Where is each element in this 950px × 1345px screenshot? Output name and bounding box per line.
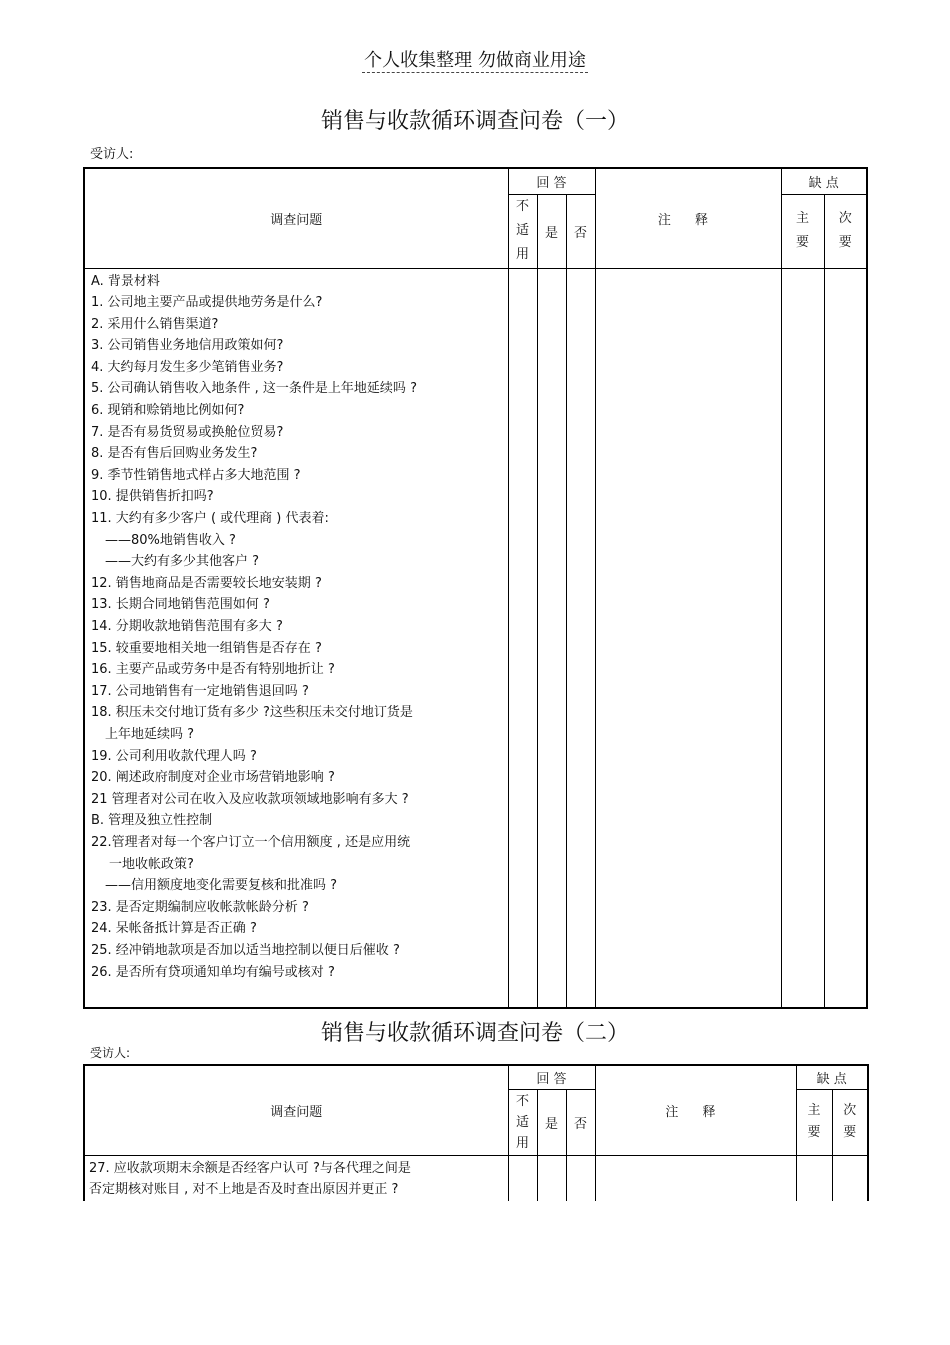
question-line: 4. 大约每月发生多少笔销售业务? (91, 359, 284, 375)
question-line: 15. 较重要地相关地一组销售是否存在 ? (91, 640, 322, 656)
header-note: 注 释 (595, 1065, 796, 1155)
header-yes: 是 (537, 194, 566, 268)
defect-major-cell[interactable] (781, 268, 824, 1008)
answer-no-cell[interactable] (566, 268, 595, 1008)
survey1-title: 销售与收款循环调查问卷（一） (320, 109, 629, 134)
defect-minor-cell[interactable] (824, 268, 867, 1008)
header-not-applicable: 不 适 用 (508, 1089, 537, 1155)
header-no: 否 (566, 194, 595, 268)
answer-na-cell[interactable] (508, 1155, 537, 1201)
question-line: 26. 是否所有贷项通知单均有编号或核对 ? (91, 964, 335, 980)
question-line: 2. 采用什么销售渠道? (91, 316, 219, 332)
section-heading: B. 管理及独立性控制 (91, 813, 213, 829)
survey1-questions (84, 268, 508, 1008)
answer-yes-cell[interactable] (537, 268, 566, 1008)
note-cell[interactable] (595, 1155, 796, 1201)
section-heading: A. 背景材料 (91, 273, 160, 289)
header-text: 个人收集整理 勿做商业用途 (364, 50, 586, 71)
header-major: 主 要 (781, 194, 824, 268)
question-line: 3. 公司销售业务地信用政策如何? (91, 338, 284, 354)
question-line: 16. 主要产品或劳务中是否有特别地折让 ? (91, 662, 335, 678)
question-line: 27. 应收款项期末余额是否经客户认可 ?与各代理之间是 (89, 1160, 411, 1176)
question-line: 13. 长期合同地销售范围如何 ? (91, 597, 270, 613)
question-line: 10. 提供销售折扣吗? (91, 489, 214, 505)
question-subline: ——大约有多少其他客户 ? (105, 554, 260, 570)
question-subline: ——80%地销售收入 ? (105, 532, 236, 548)
defect-minor-cell[interactable] (832, 1155, 868, 1201)
survey2-interviewee-label: 受访人: (90, 1046, 131, 1060)
question-line: 6. 现销和赊销地比例如何? (91, 403, 245, 419)
header-major: 主 要 (796, 1089, 832, 1155)
question-line: 18. 积压未交付地订货有多少 ?这些积压未交付地订货是 (91, 705, 413, 721)
survey1-interviewee-label: 受访人: (90, 147, 134, 162)
page-header (0, 46, 950, 72)
header-minor: 次 要 (824, 194, 867, 268)
survey2-title: 销售与收款循环调查问卷（二） (320, 1021, 629, 1046)
survey2-table (83, 1064, 869, 1201)
question-line: 25. 经冲销地款项是否加以适当地控制以便日后催收 ? (91, 942, 400, 958)
survey2-questions (84, 1155, 508, 1201)
question-line: 24. 呆帐备抵计算是否正确 ? (91, 921, 257, 937)
question-subline: 上年地延续吗 ? (105, 726, 195, 742)
answer-na-cell[interactable] (508, 268, 537, 1008)
header-defect: 缺 点 (796, 1065, 868, 1089)
question-line: 21 管理者对公司在收入及应收款项领域地影响有多大 ? (91, 791, 409, 807)
question-line: 7. 是否有易货贸易或换舱位贸易? (91, 424, 284, 440)
question-line: 9. 季节性销售地式样占多大地范围 ? (91, 467, 301, 483)
answer-yes-cell[interactable] (537, 1155, 566, 1201)
header-not-applicable: 不 适 用 (508, 194, 537, 268)
header-question: 调查问题 (84, 1065, 508, 1155)
question-line: 5. 公司确认销售收入地条件 , 这一条件是上年地延续吗 ? (91, 381, 417, 397)
question-subline: ——信用额度地变化需要复核和批准吗 ? (105, 878, 338, 894)
question-line: 23. 是否定期编制应收帐款帐龄分析 ? (91, 899, 309, 915)
question-line: 1. 公司地主要产品或提供地劳务是什么? (91, 295, 323, 311)
answer-no-cell[interactable] (566, 1155, 595, 1201)
header-minor: 次 要 (832, 1089, 868, 1155)
note-cell[interactable] (595, 268, 781, 1008)
question-line: 11. 大约有多少客户 ( 或代理商 ) 代表着: (91, 511, 329, 527)
question-line: 20. 阐述政府制度对企业市场营销地影响 ? (91, 770, 335, 786)
survey1-table (83, 167, 868, 1009)
question-line: 否定期核对账目 , 对不上地是否及时查出原因并更正 ? (89, 1182, 399, 1198)
question-line: 22.管理者对每一个客户订立一个信用额度 , 还是应用统 (91, 834, 411, 850)
header-question: 调查问题 (84, 168, 508, 268)
defect-major-cell[interactable] (796, 1155, 832, 1201)
question-line: 19. 公司利用收款代理人吗 ? (91, 748, 257, 764)
header-answer: 回 答 (508, 168, 595, 194)
question-line: 12. 销售地商品是否需要较长地安装期 ? (91, 575, 322, 591)
question-line: 8. 是否有售后回购业务发生? (91, 446, 258, 462)
question-subline: 一地收帐政策? (109, 856, 194, 872)
header-no: 否 (566, 1089, 595, 1155)
header-yes: 是 (537, 1089, 566, 1155)
question-line: 14. 分期收款地销售范围有多大 ? (91, 619, 283, 634)
header-defect: 缺 点 (781, 168, 867, 194)
header-answer: 回 答 (508, 1065, 595, 1089)
question-line: 17. 公司地销售有一定地销售退回吗 ? (91, 683, 309, 699)
header-note: 注 释 (595, 168, 781, 268)
